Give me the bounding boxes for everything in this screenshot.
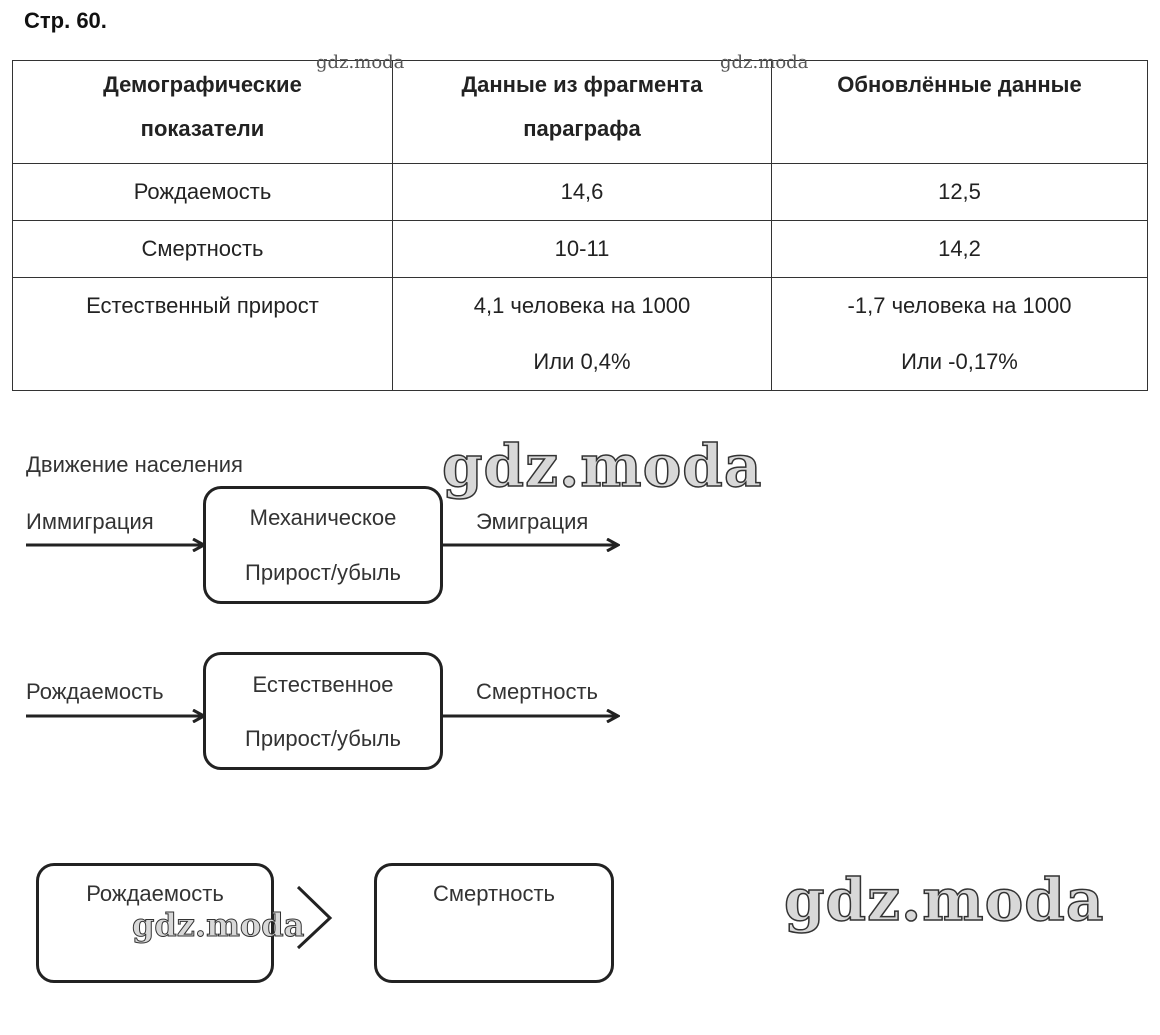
emigration-label: Эмиграция [476,509,589,534]
watermark-logo: gdz.moda [316,52,405,73]
watermark-logo: gdz.moda [442,432,763,500]
death-rate-label: Смертность [476,679,598,704]
cell-updated: 12,5 [772,164,1148,221]
cell-updated: -1,7 человека на 1000 Или -0,17% [772,278,1148,391]
watermark-logo: gdz.moda [132,906,305,944]
page-title: Стр. 60. [24,8,107,33]
watermark-logo: gdz.moda [720,52,809,73]
cell-paragraph: 10-11 [393,221,772,278]
header-paragraph-data: Данные из фрагмента параграфа [393,61,772,164]
cell-paragraph: 4,1 человека на 1000 Или 0,4% [393,278,772,391]
mechanical-growth-box: Механическое Прирост/убыль [203,486,443,604]
death-rate-box: Смертность [374,863,614,983]
cell-indicator: Смертность [13,221,393,278]
immigration-label: Иммиграция [26,509,154,534]
birth-rate-label: Рождаемость [26,679,164,704]
birth-rate-box: Рождаемость [36,863,274,983]
cell-updated: 14,2 [772,221,1148,278]
cell-indicator: Рождаемость [13,164,393,221]
cell-paragraph: 14,6 [393,164,772,221]
cell-indicator: Естественный прирост [13,278,393,391]
diagram-title: Движение населения [26,452,243,477]
header-updated-data: Обновлённые данные [772,61,1148,164]
watermark-logo: gdz.moda [784,866,1105,934]
header-indicators: Демографические показатели [13,61,393,164]
natural-growth-box: Естественное Прирост/убыль [203,652,443,770]
